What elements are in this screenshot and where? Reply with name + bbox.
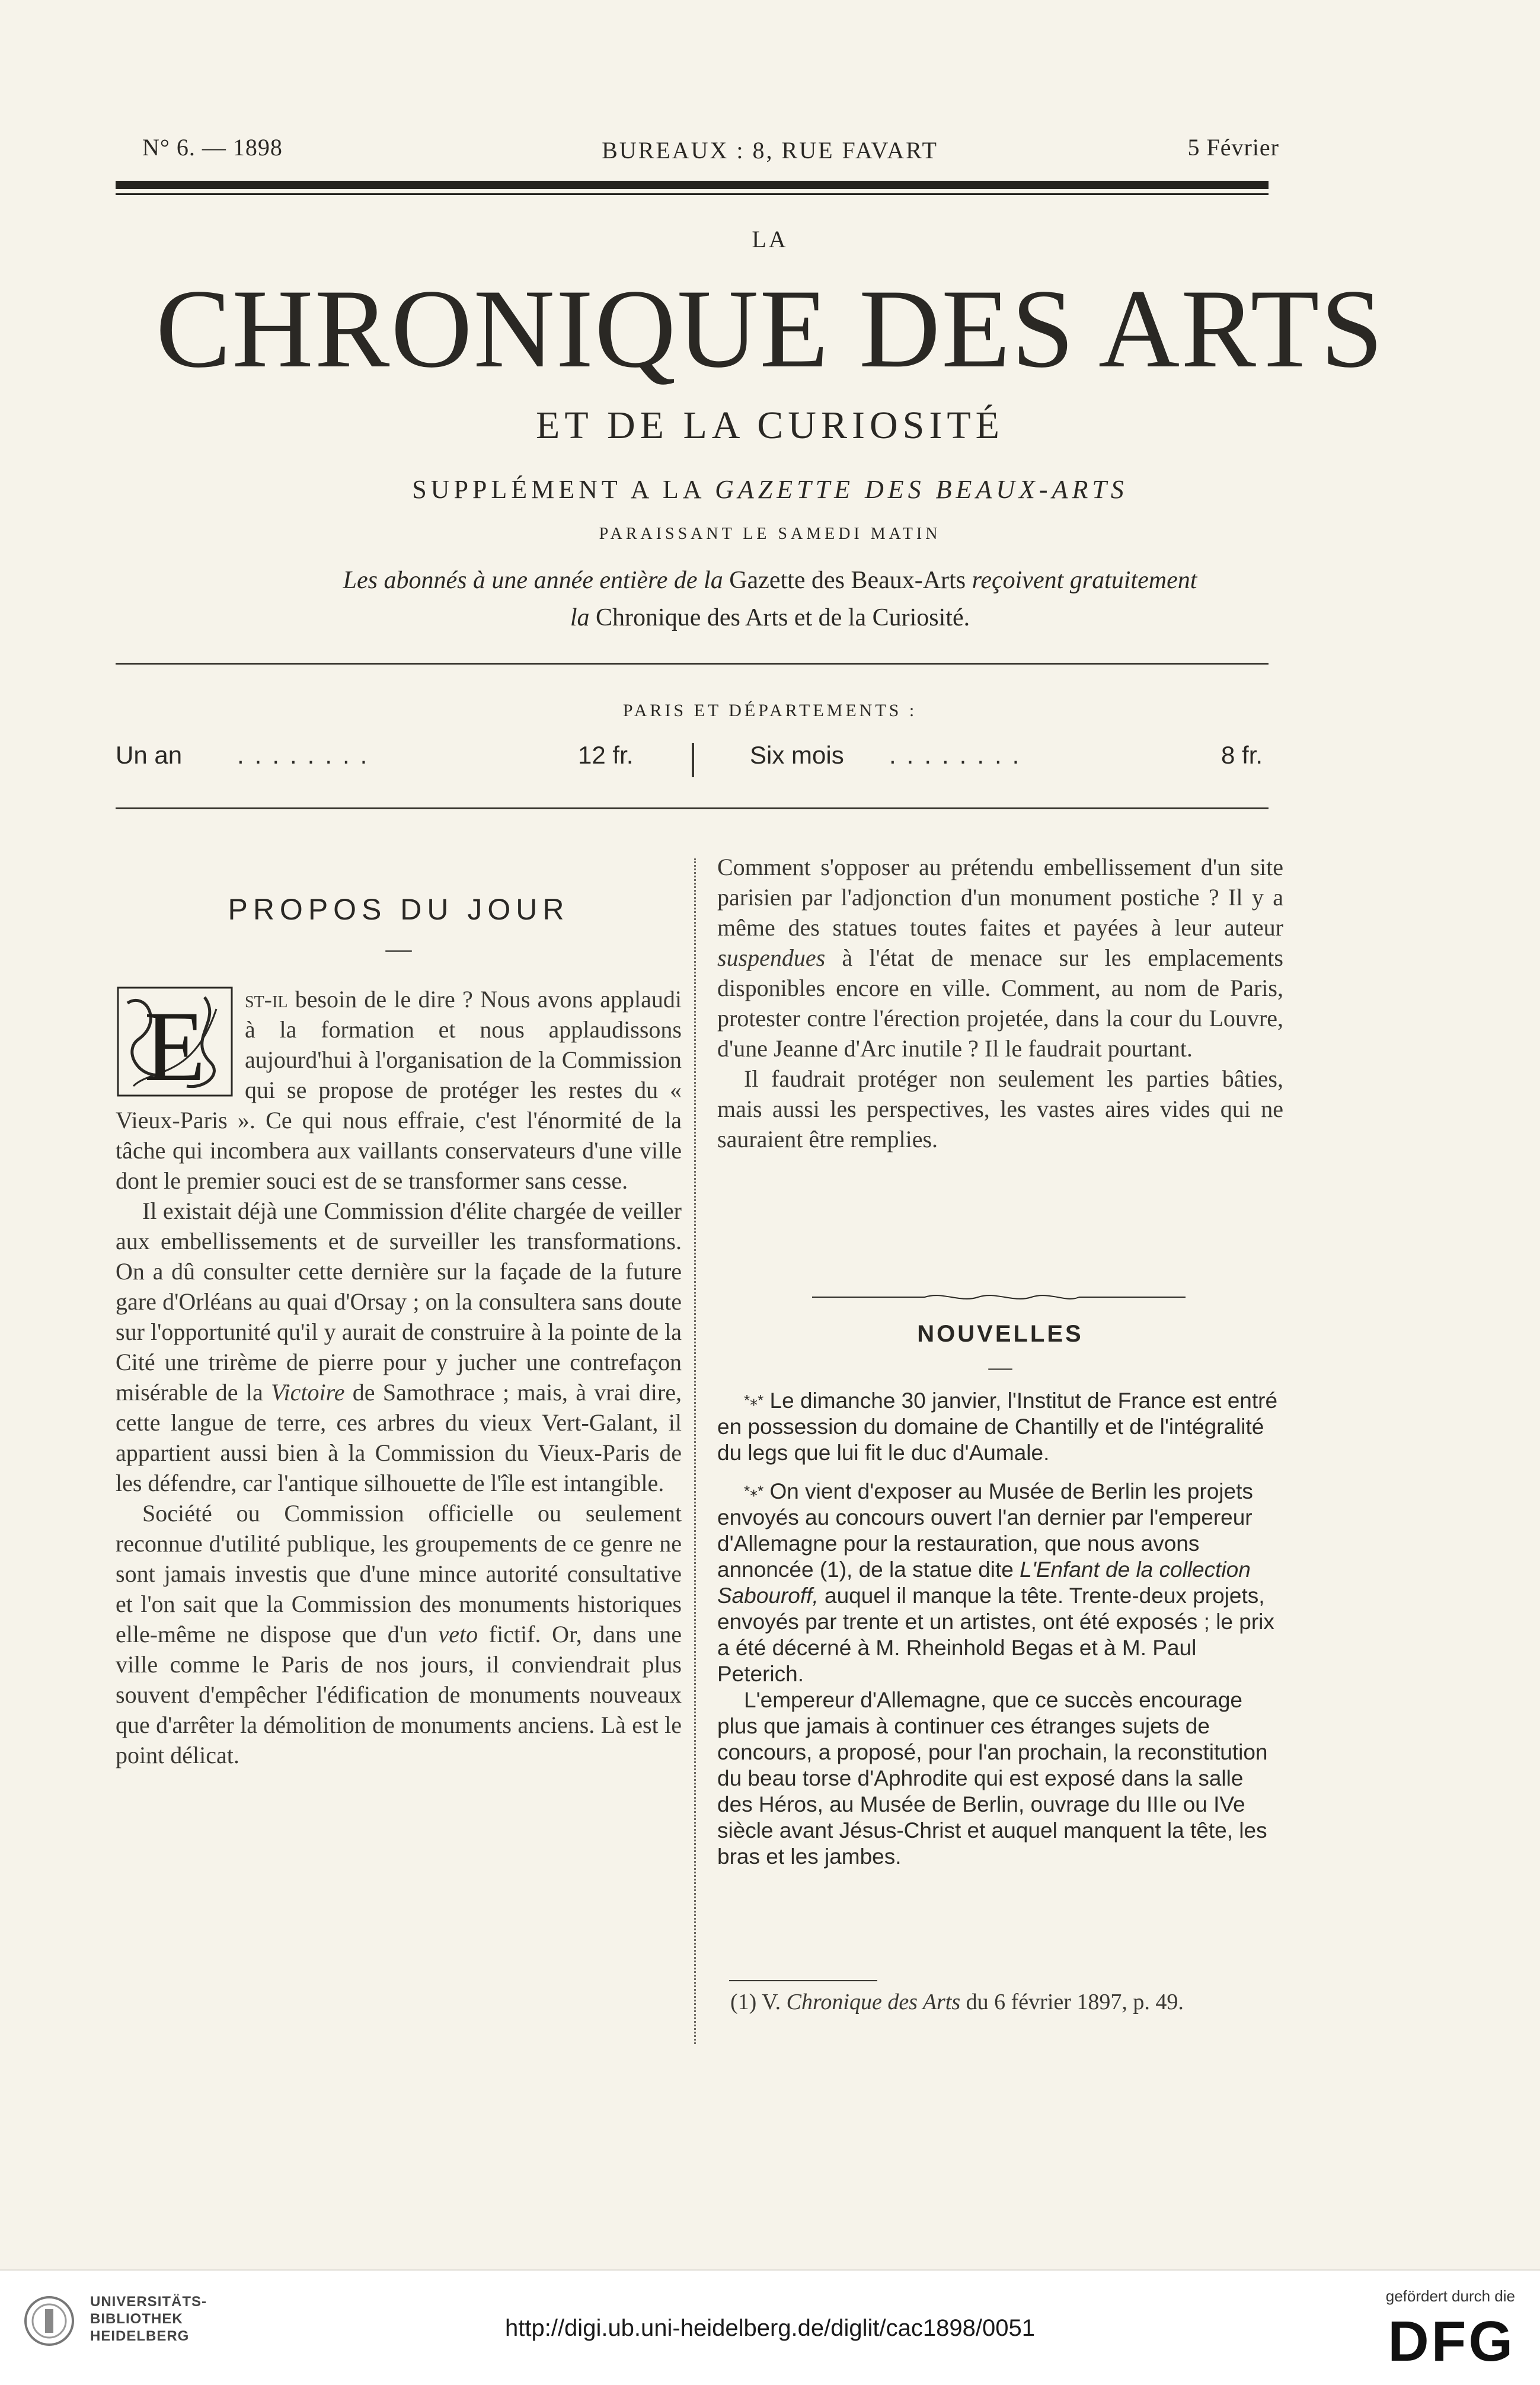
propos-p2-italic: Victoire (271, 1379, 345, 1406)
subscriber-note-a: Les abonnés à une année entière de la (343, 567, 723, 594)
propos-p1-smallcaps: st-il (245, 986, 288, 1013)
propos-paragraph-3 (116, 1498, 682, 1770)
price-year-label: Un an (116, 741, 183, 769)
propos-title: PROPOS DU JOUR (228, 893, 570, 926)
subscriber-note-c: reçoivent gratuitement (972, 567, 1197, 594)
office-address: BUREAUX : 8, RUE FAVART (602, 137, 938, 164)
university-line-1: UNIVERSITÄTS- (90, 2294, 207, 2310)
prices-bottom-rule (116, 807, 1269, 809)
propos-p3-italic: veto (438, 1621, 478, 1648)
news-item-2-italic: L'Enfant de la collection Sabouroff, (717, 1557, 1251, 1608)
supplement-prefix: SUPPLÉMENT A LA (412, 475, 705, 504)
dfg-funding-label: gefördert durch die (1385, 2287, 1515, 2305)
news-item-2-a: On vient d'exposer au Musée de Berlin les projets envoyés au concours ouvert l'an dernier par l'empereur d'Allemagne pour la restauration, que nous avons annoncée (1), de la statue dite (717, 1479, 1253, 1582)
price-year-value: 12 fr. (578, 741, 634, 769)
news-item-1-text: Le dimanche 30 janvier, l'Institut de France est entré en possession du domaine de Chantilly et de l'intégralité du legs que lui fit le duc d'Aumale. (717, 1388, 1278, 1465)
propos-column-left (116, 984, 682, 1770)
price-half-value: 8 fr. (1221, 741, 1263, 769)
svg-text:E: E (144, 991, 206, 1098)
university-line-2: BIBLIOTHEK (90, 2311, 183, 2327)
news-item-3: L'empereur d'Allemagne, que ce succès encourage plus que jamais à continuer ces étranges sujets de concours, a proposé, pour l'an prochain, la reconstitution du beau torse d'Aphrodite qui est exposé dans la salle des Héros, au Musée de Berlin, ouvrage du IIIe ou IVe siècle avant Jésus-Christ et auquel manquent la tête, les bras et les jambes. (717, 1688, 1268, 1869)
news-item-2-b: auquel il manque la tête. Trente-deux projets, envoyés par trente et un artistes, ont été exposés ; le prix a été décerné à M. Rheinhold Begas et à M. Paul Peterich. (717, 1583, 1274, 1686)
subscriber-note-gazette: Gazette des Beaux-Arts (729, 567, 966, 594)
permalink-url[interactable]: http://digi.ub.uni-heidelberg.de/diglit/cac1898/0051 (505, 2315, 1035, 2341)
subscriber-note-line1 (0, 566, 1540, 595)
price-half-label: Six mois (750, 741, 844, 769)
footnote-a: (1) V. (730, 1990, 787, 2014)
dropcap-ornament (116, 985, 234, 1098)
propos-paragraph-5: Il faudrait protéger non seulement les parties bâties, mais aussi les perspectives, les vastes aires vides qui ne sauraient être remplies. (717, 1065, 1283, 1152)
university-line-3: HEIDELBERG (90, 2328, 190, 2344)
header-rule-thick (116, 181, 1269, 189)
dropcap-e-icon (116, 985, 234, 1098)
issue-number: N° 6. — 1898 (142, 134, 283, 161)
asterism-icon: *⁎* (744, 1482, 764, 1500)
supplement-line (0, 474, 1540, 505)
propos-p1-text: besoin de le dire ? Nous avons applaudi à la formation et nous applaudissons aujourd'hui à l'organisation de la Commission qui se propose de protéger les restes du « Vieux-Paris ». Ce qui nous effraie, c'est l'énormité de la tâche qui incombera aux vaillants conservateurs d'une ville dont le premier souci est de se transformer sans cesse. (116, 986, 682, 1194)
propos-dash: — (385, 934, 412, 963)
propos-p2-b: de Samothrace ; mais, à vrai dire, cette langue de terre, ces arbres du vieux Vert-Galant, il appartient aussi bien à la Commission du Vieux-Paris de les défendre, car l'antique silhouette de l'île est intangible. (116, 1379, 682, 1496)
propos-paragraph-1 (116, 984, 682, 1196)
nouvelles-dash: — (988, 1353, 1012, 1380)
masthead-article: LA (752, 226, 788, 253)
nouvelles-title: NOUVELLES (917, 1321, 1084, 1347)
propos-p3-b: fictif. Or, dans une ville comme le Paris de nos jours, il conviendrait plus souvent d'empêcher l'édification de monuments nouveaux que d'arrêter la démolition de monuments anciens. Là est le point délicat. (116, 1621, 682, 1768)
propos-p4-italic: suspendues (717, 944, 826, 971)
masthead-subtitle: ET DE LA CURIOSITÉ (536, 404, 1004, 447)
propos-paragraph-2 (116, 1196, 682, 1498)
publication-schedule: PARAISSANT LE SAMEDI MATIN (599, 525, 941, 543)
subscriber-note-line2 (0, 604, 1540, 632)
masthead-bottom-rule (116, 663, 1269, 665)
footnote (730, 1987, 1293, 2017)
column-separator (694, 858, 698, 2044)
price-year-dots: ........ (237, 741, 378, 769)
issue-date: 5 Février (1187, 134, 1279, 161)
supplement-gazette: GAZETTE DES BEAUX-ARTS (715, 475, 1128, 504)
section-flourish-divider (812, 1291, 1186, 1303)
news-item-2 (717, 1478, 1283, 1687)
masthead-title: CHRONIQUE DES ARTS (155, 267, 1385, 391)
nouvelles-column (717, 1387, 1283, 1882)
price-half-dots: ........ (889, 741, 1030, 769)
propos-paragraph-4 (717, 852, 1283, 1064)
subscription-region: PARIS ET DÉPARTEMENTS : (622, 701, 918, 720)
footnote-b: du 6 février 1897, p. 49. (960, 1990, 1184, 2014)
dfg-logo: DFG (1388, 2310, 1515, 2373)
asterism-icon: *⁎* (744, 1391, 764, 1409)
propos-p2-a: Il existait déjà une Commission d'élite chargée de veiller aux embellissements et de surveiller les transformations. On a dû consulter cette dernière sur la façade de la future gare d'Orléans au quai d'Orsay ; on la consultera sans doute sur l'opportunité qu'il y aurait de construire à la pointe de la Cité une trirème de pierre pour y jucher une contrefaçon misérable de la (116, 1198, 682, 1406)
propos-p4-b: à l'état de menace sur les emplacements disponibles encore en ville. Comment, au nom de Paris, protester contre l'érection projetée, dans la cour du Louvre, d'une Jeanne d'Arc inutile ? Il le faudrait pourtant. (717, 944, 1283, 1062)
propos-p4-a: Comment s'opposer au prétendu embellissement d'un site parisien par l'adjonction d'un monument postiche ? Il y a même des statues toutes faites et payées à leur auteur (717, 854, 1283, 941)
propos-column-right (717, 852, 1283, 1154)
header-rule-thin (116, 193, 1269, 195)
subscriber-note-la: la (570, 604, 590, 631)
footnote-italic: Chronique des Arts (786, 1990, 961, 2014)
subscriber-note-chronique: Chronique des Arts et de la Curiosité. (596, 604, 970, 631)
news-item-1 (717, 1387, 1283, 1466)
propos-p3-a: Société ou Commission officielle ou seulement reconnue d'utilité publique, les groupements de ce genre ne sont jamais investis que d'une mince autorité consultative et l'on sait que la Commission des monuments historiques elle-même ne dispose que d'un (116, 1500, 682, 1648)
footnote-rule (729, 1980, 877, 1981)
price-separator (692, 743, 694, 777)
